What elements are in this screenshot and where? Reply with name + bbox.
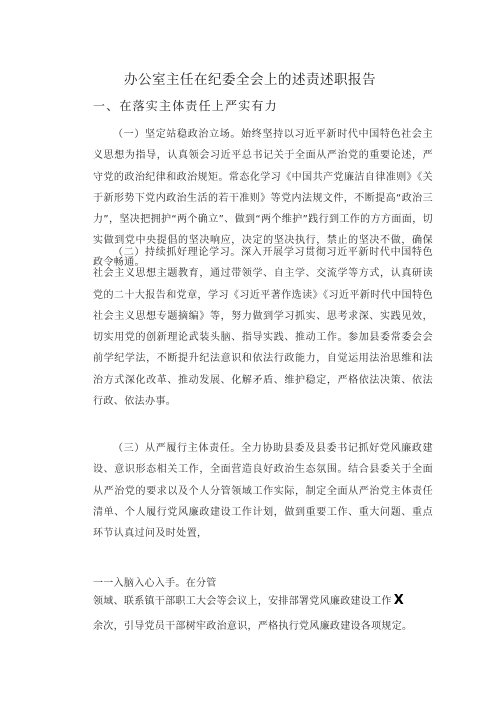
paragraph: （一）坚定站稳政治立场。始终坚持以习近平新时代中国特色社会主义思想为指导，认真领会习近平总书记关于全面从严治党的重要论述，严守党的政治纪律和政治规矩。常态化学习《中国共产党廉洁自律准则》《关于新形势下党内政治生活的若干准则》等党内法规文件，不断提高“政治三力”，坚决把拥护“两个确立”、做到“两个维护”践行到工作的方方面面，切实做到党中央提倡的坚决响应，决定的坚决执行，禁止的坚决不做，确保政令畅通。 [93, 129, 433, 268]
text-fragment: 余次，引导党员干部树牢政治意识，严格执行党风廉政建设各项规定。 [93, 621, 413, 632]
paragraph: （二）持续抓好理论学习。深入开展学习贯彻习近平新时代中国特色社会主义思想主题教育，通过带领学、自主学、交流学等方式，认真研读党的二十大报告和党章，学习《习近平著作选读》《习近平新时代中国特色社会主义思想专题摘编》等，努力做到学习抓实、思考求深、实践见效，切实用党的创新理论武装头脑、指导实践、推动工作。参加县委常委会会前学纪学法，不断提升纪法意识和依法行政能力，自觉运用法治思维和法治方式深化改革、推动发展、化解矛盾、维护稳定，严格依法决策、依法行政、依法办事。 [93, 247, 433, 408]
x-mark: X [393, 593, 405, 608]
paragraph: （三）从严履行主体责任。全力协助县委及县委书记抓好党风廉政建设、意识形态相关工作，全面营造良好政治生态氛围。结合县委关于全面从严治党的要求以及个人分管领域工作实际，制定全面从严治党主体责任清单、个人履行党风廉政建设工作计划，做到重要工作、重大问题、重点环节认真过问及时处置， [93, 443, 433, 540]
section-heading: 一、在落实主体责任上严实有力 [93, 99, 278, 113]
text-fragment: 一一入脑入心入手。在分管 [93, 578, 217, 589]
text-fragment-line [93, 592, 404, 608]
document-title: 办公室主任在纪委全会上的述责述职报告 [124, 72, 376, 88]
text-fragment: 领域、联系镇干部职工大会等会议上，安排部署党风廉政建设工作 [93, 596, 392, 607]
